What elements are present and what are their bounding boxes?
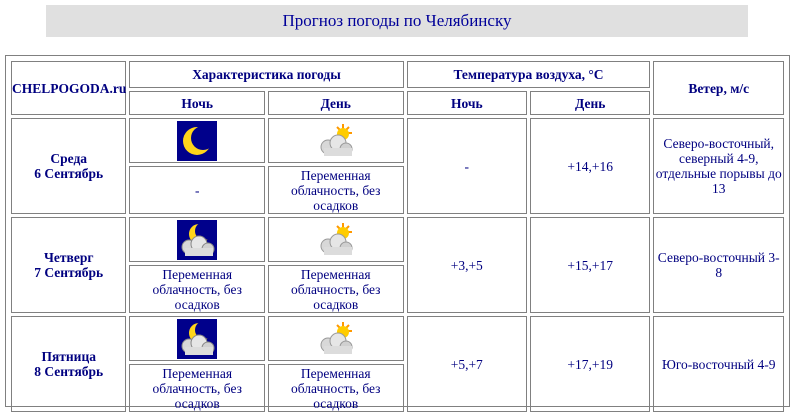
- page-title: [46, 5, 748, 37]
- night-temp: -: [464, 158, 470, 174]
- night-desc: -: [194, 182, 200, 198]
- moon-icon: [177, 121, 217, 161]
- table-row: [11, 316, 784, 361]
- weather-char-header: [129, 61, 403, 88]
- day-temp-cell: [530, 316, 650, 412]
- date: 7 Сентябрь: [34, 265, 104, 280]
- weekday: Четверг: [44, 250, 94, 265]
- sun-behind-clouds-icon: [316, 220, 356, 260]
- day-temp: +15,+17: [567, 257, 614, 273]
- wind-value: Северо-восточный 3-8: [657, 250, 780, 280]
- table-row: [11, 118, 784, 163]
- weekday: Среда: [50, 151, 88, 166]
- night-temp-label: Ночь: [450, 95, 483, 111]
- night-icon-cell: [129, 217, 265, 262]
- day-temp: +14,+16: [567, 158, 614, 174]
- day-icon-cell: [268, 118, 404, 163]
- air-temp-label: Температура воздуха, °C: [453, 67, 604, 82]
- table-row: [11, 217, 784, 262]
- night-temp-cell: [407, 217, 527, 313]
- wind-value: Юго-восточный 4-9: [661, 356, 776, 372]
- forecast-table: [8, 58, 787, 415]
- sun-behind-clouds-icon: [316, 121, 356, 161]
- weather-char-label: Характеристика погоды: [192, 67, 341, 82]
- day-cell: [11, 316, 126, 412]
- wind-cell: [653, 118, 784, 214]
- night-icon-cell: [129, 316, 265, 361]
- day-temp-header: [530, 91, 650, 115]
- wind-cell: [653, 217, 784, 313]
- day-icon-cell: [268, 217, 404, 262]
- header-row-1: [11, 61, 784, 88]
- night-temp-cell: [407, 118, 527, 214]
- day-header: [268, 91, 404, 115]
- moon-behind-clouds-icon: [177, 319, 217, 359]
- night-desc: Переменная облачность, без осадков: [152, 266, 242, 312]
- wind-label: Ветер, м/с: [688, 80, 750, 96]
- day-temp-cell: [530, 217, 650, 313]
- day-desc: Переменная облачность, без осадков: [290, 167, 381, 213]
- date: 6 Сентябрь: [34, 166, 104, 181]
- day-desc: Переменная облачность, без осадков: [290, 365, 381, 411]
- night-temp: +3,+5: [450, 257, 483, 273]
- night-icon-cell: [129, 118, 265, 163]
- wind-cell: [653, 316, 784, 412]
- brand-cell: [11, 61, 126, 115]
- night-temp-header: [407, 91, 527, 115]
- moon-behind-clouds-icon: [177, 220, 217, 260]
- day-temp: +17,+19: [567, 356, 614, 372]
- forecast-panel: [5, 55, 790, 411]
- wind-value: Северо-восточный, северный 4-9, отдельные порывы до 13: [655, 136, 782, 196]
- sun-behind-clouds-icon: [316, 319, 356, 359]
- day-desc-cell: [268, 265, 404, 313]
- day-label: День: [320, 95, 351, 111]
- day-temp-label: День: [575, 95, 606, 111]
- air-temp-header: [407, 61, 651, 88]
- night-desc-cell: [129, 265, 265, 313]
- night-desc: Переменная облачность, без осадков: [152, 365, 242, 411]
- brand-label: CHELPOGODA.ru: [12, 80, 127, 96]
- night-label: Ночь: [181, 95, 214, 111]
- day-desc-cell: [268, 166, 404, 214]
- day-desc-cell: [268, 364, 404, 412]
- day-cell: [11, 217, 126, 313]
- day-desc: Переменная облачность, без осадков: [290, 266, 381, 312]
- wind-header: [653, 61, 784, 115]
- weekday: Пятница: [41, 349, 96, 364]
- night-temp-cell: [407, 316, 527, 412]
- page-title-text: Прогноз погоды по Челябинску: [282, 11, 512, 30]
- night-temp: +5,+7: [450, 356, 483, 372]
- day-icon-cell: [268, 316, 404, 361]
- day-temp-cell: [530, 118, 650, 214]
- night-desc-cell: [129, 166, 265, 214]
- day-cell: [11, 118, 126, 214]
- night-header: [129, 91, 265, 115]
- date: 8 Сентябрь: [34, 364, 104, 379]
- night-desc-cell: [129, 364, 265, 412]
